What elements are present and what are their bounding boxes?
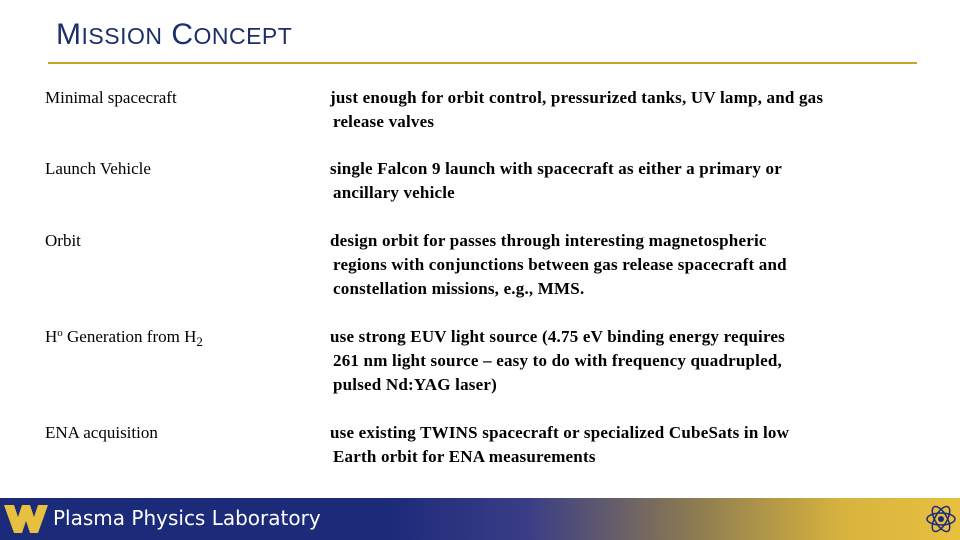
row-label [45,325,203,349]
desc-line: just enough for orbit control, pressurized tanks, UV lamp, and gas [330,88,824,107]
row-label: Launch Vehicle [45,159,151,178]
title-rest-2: ONCEPT [193,23,293,49]
label-superscript: o [57,327,63,339]
desc-line: 261 nm light source – easy to do with frequency quadrupled, [333,351,782,370]
row-description [330,325,920,397]
row-label: Minimal spacecraft [45,88,177,107]
desc-line: pulsed Nd:YAG laser) [333,375,497,394]
title-divider [48,62,917,64]
desc-line: regions with conjunctions between gas release spacecraft and [333,255,787,274]
row-label: ENA acquisition [45,423,158,442]
desc-line: use strong EUV light source (4.75 eV binding energy requires [330,327,785,346]
row-description [330,86,920,134]
desc-line: design orbit for passes through interesting magnetospheric [330,231,767,250]
row-label: Orbit [45,231,81,250]
slide-title [56,18,292,52]
desc-line: release valves [333,112,435,131]
desc-line: single Falcon 9 launch with spacecraft as either a primary or [330,159,782,178]
desc-line: ancillary vehicle [333,183,455,202]
row-description [330,421,920,469]
footer-banner [0,498,960,540]
desc-line: constellation missions, e.g., MMS. [333,279,585,298]
label-subscript: 2 [196,334,203,349]
row-description [330,157,920,205]
title-rest-1: ISSION [81,23,163,49]
row-description [330,229,920,301]
label-part: Generation from H [62,327,197,346]
desc-line: use existing TWINS spacecraft or specialized CubeSats in low [330,423,790,442]
desc-line: Earth orbit for ENA measurements [333,447,596,466]
atom-icon [924,501,958,537]
label-part: H [45,327,58,346]
wv-logo-icon [4,503,48,535]
title-cap-m: M [56,18,82,51]
title-cap-c: C [171,18,194,51]
footer-lab-name: Plasma Physics Laboratory [53,506,321,530]
